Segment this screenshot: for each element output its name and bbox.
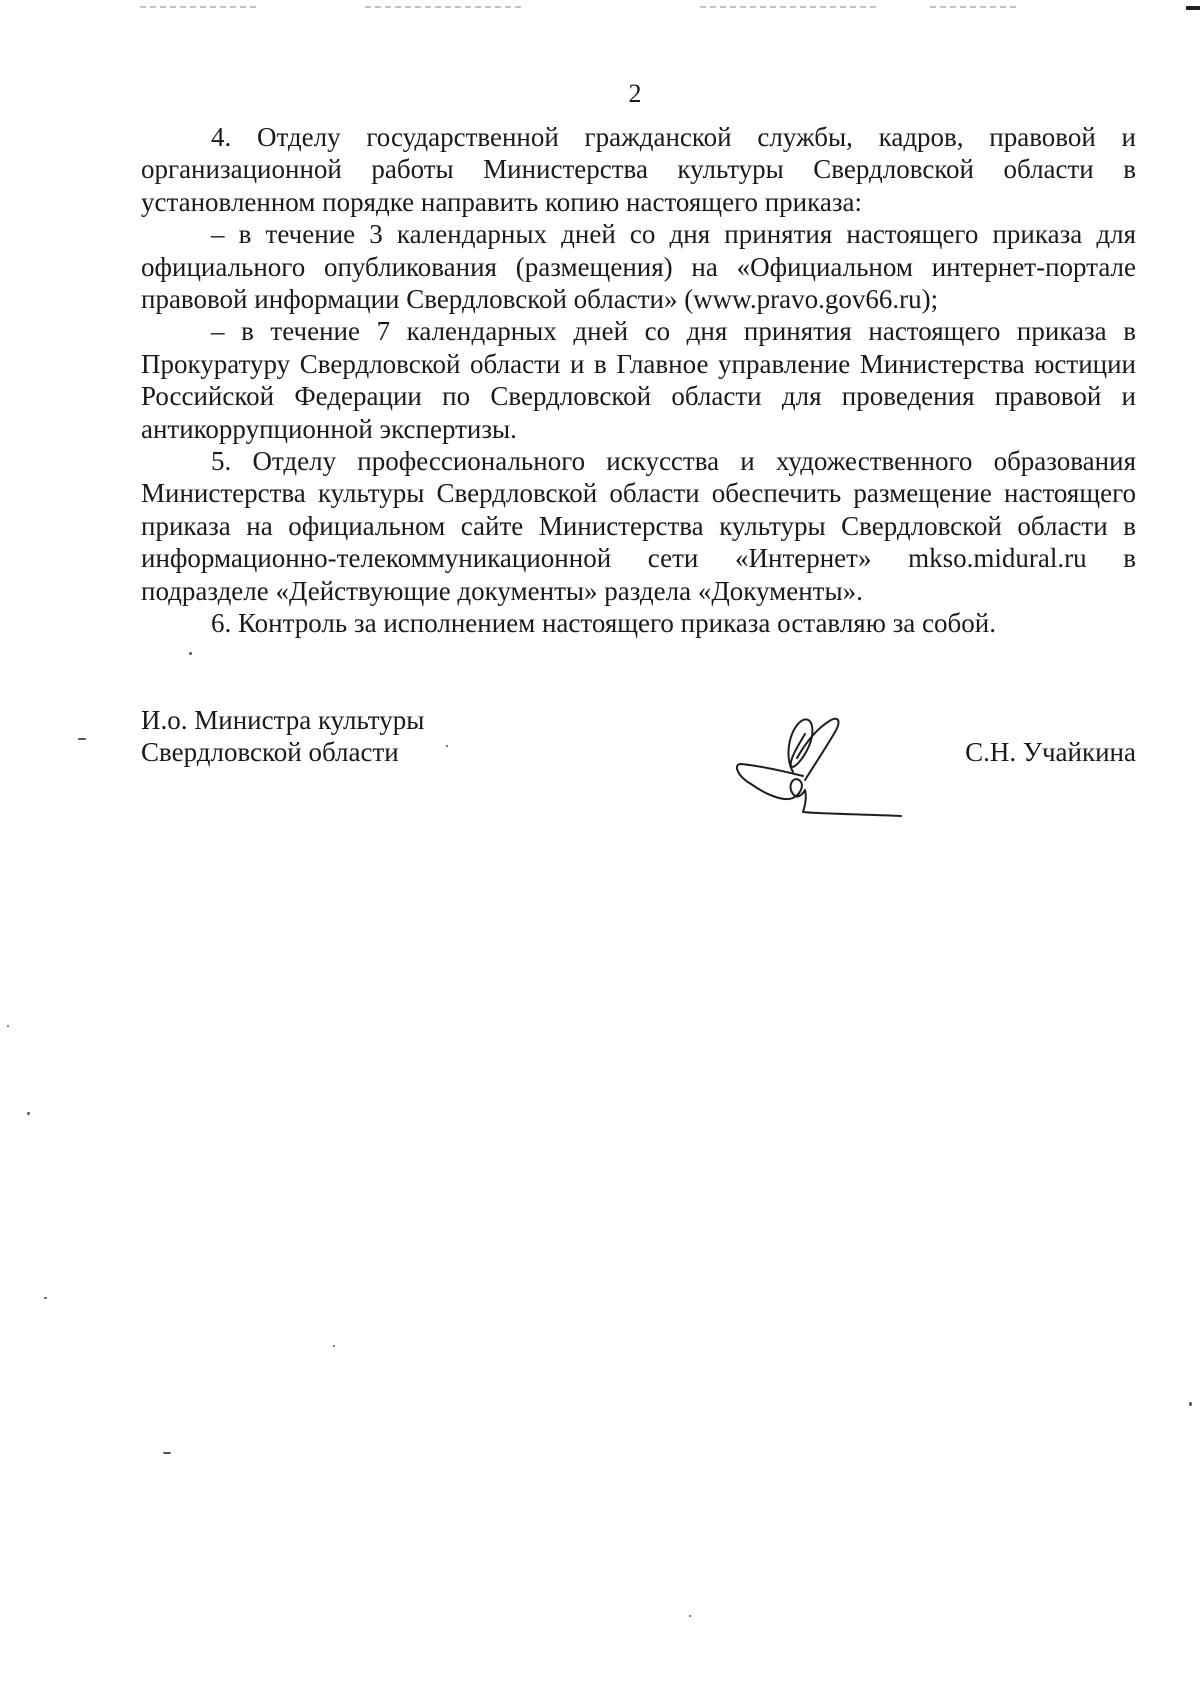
signatory-position — [141, 704, 561, 769]
scan-speck — [78, 738, 86, 740]
scan-speck — [333, 1345, 335, 1347]
paragraph-item-6: 6. Контроль за исполнением настоящего приказа оставляю за собой. — [211, 608, 996, 639]
scan-speck — [1189, 1402, 1192, 1406]
scan-artifact-top-rule — [700, 6, 880, 8]
handwritten-signature — [731, 714, 911, 819]
scan-speck — [7, 1025, 9, 1027]
scan-speck — [446, 745, 448, 747]
scan-artifact-top-rule — [365, 6, 525, 8]
signatory-position-line2: Свердловской области — [141, 737, 399, 768]
scan-speck — [163, 1452, 171, 1454]
scan-artifact-top-rule — [140, 6, 260, 8]
paragraph-subitem-publication: – в течение 3 календарных дней со дня принятия настоящего приказа для официального опубликования (размещения) на «Официальном интернет-портале правовой информации Свердловской области» (www.pravo.gov66.ru); — [141, 219, 1136, 315]
paragraph-item-5: 5. Отделу профессионального искусства и художественного образования Министерства культуры Свердловской области обеспечить размещение настоящего приказа на официальном сайте Министерства культуры Свердловской области в информационно-телекоммуникационной сети «Интернет» mkso.midural.ru в подразделе «Действующие документы» раздела «Документы». — [141, 446, 1136, 606]
page-number: 2 — [628, 79, 642, 108]
scan-artifact-corner-mark — [1186, 6, 1200, 10]
scan-speck — [189, 652, 192, 655]
signatory-name: С.Н. Учайкина — [965, 737, 1136, 767]
scan-speck — [27, 1112, 30, 1115]
paragraph-subitem-prosecution: – в течение 7 календарных дней со дня принятия настоящего приказа в Прокуратуру Свердловской области и в Главное управление Министерства юстиции Российской Федерации по Свердловской области для проведения правовой и антикоррупционной экспертизы. — [141, 316, 1136, 444]
scan-speck — [44, 1297, 47, 1299]
scan-artifact-top-rule — [930, 6, 1020, 8]
document-body — [141, 121, 1136, 640]
scan-speck — [689, 1615, 691, 1617]
signature-block — [141, 704, 1136, 824]
signatory-position-line1: И.о. Министра культуры — [141, 705, 425, 735]
paragraph-item-4: 4. Отделу государственной гражданской службы, кадров, правовой и организационной работы Министерства культуры Свердловской области в установленном порядке направить копию настоящего приказа: — [141, 122, 1136, 217]
